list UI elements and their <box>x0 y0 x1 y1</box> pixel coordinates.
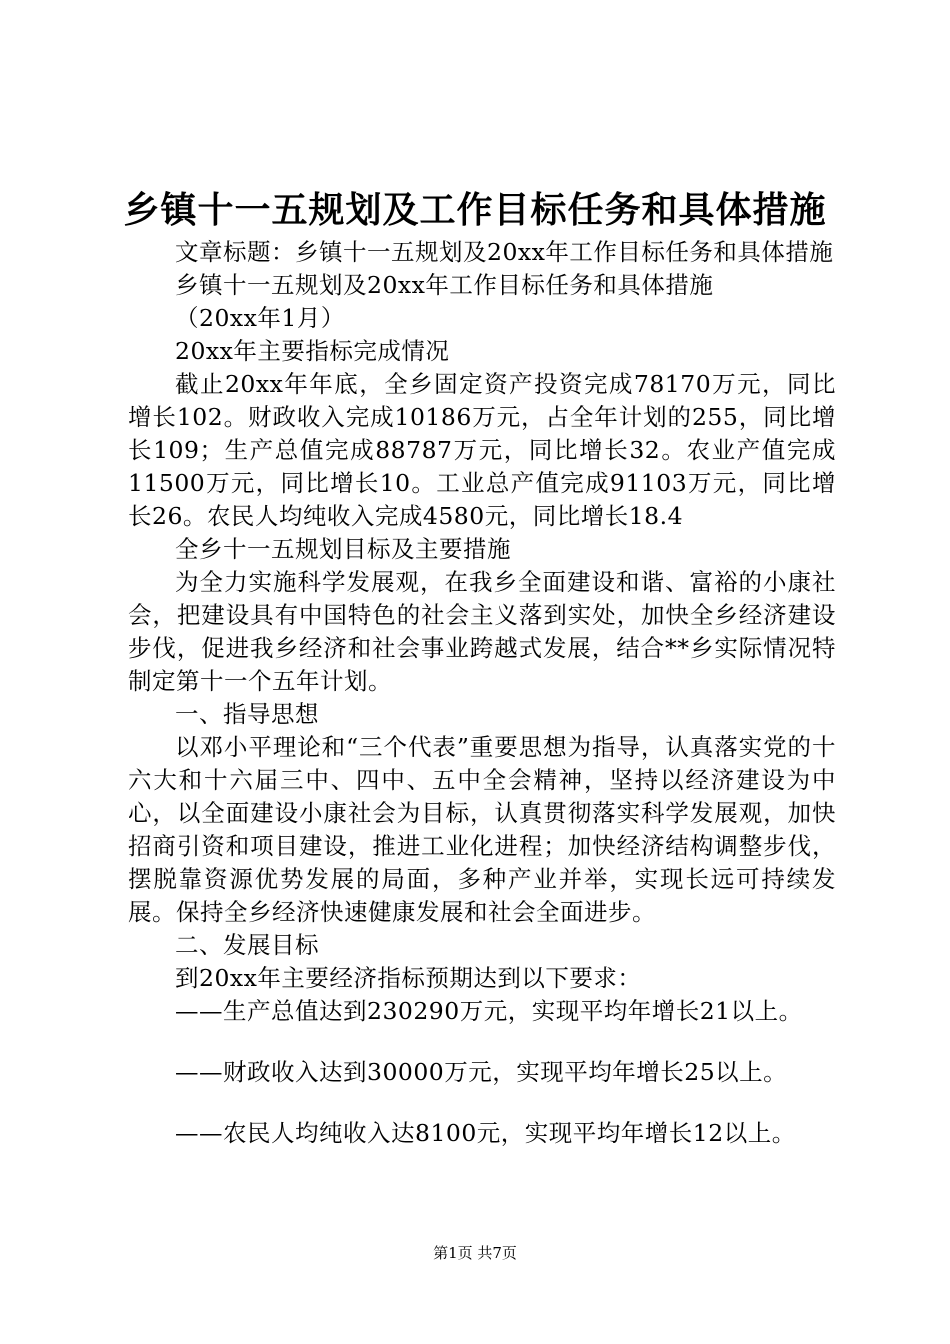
page-footer: 第1页 共7页 <box>433 1244 517 1262</box>
section-heading: 二、发展目标 <box>175 931 319 959</box>
target-item: ——财政收入达到30000万元，实现平均年增长25以上。 <box>175 1058 788 1086</box>
paragraph: 文章标题：乡镇十一五规划及20xx年工作目标任务和具体措施 <box>175 238 834 266</box>
paragraph: 以邓小平理论和“三个代表”重要思想为指导，认真落实党的十六大和十六届三中、四中、五中全会精神，坚持以经济建设为中心，以全面建设小康社会为目标，认真贯彻落实科学发展观，加快招商引资和项目建设，推进工业化进程；加快经济结构调整步伐，摆脱靠资源优势发展的局面，多种产业并举，实现长远可持续发展。保持全乡经济快速健康发展和社会全面进步。 <box>128 733 836 926</box>
paragraph: 截止20xx年年底，全乡固定资产投资完成78170万元，同比增长102。财政收入完成10186万元，占全年计划的255，同比增长109；生产总值完成88787万元，同比增长32。农业产值完成11500万元，同比增长10。工业总产值完成91103万元，同比增长26。农民人均纯收入完成4580元，同比增长18.4 <box>128 370 836 530</box>
document-body <box>128 236 836 1150</box>
document-title: 乡镇十一五规划及工作目标任务和具体措施 <box>123 189 827 231</box>
target-item: ——农民人均纯收入达8100元，实现平均年增长12以上。 <box>175 1119 796 1147</box>
paragraph: （20xx年1月） <box>175 304 345 332</box>
section-heading: 一、指导思想 <box>175 700 319 728</box>
paragraph: 乡镇十一五规划及20xx年工作目标任务和具体措施 <box>175 271 714 299</box>
paragraph: 为全力实施科学发展观，在我乡全面建设和谐、富裕的小康社会，把建设具有中国特色的社会主义落到实处，加快全乡经济建设步伐，促进我乡经济和社会事业跨越式发展，结合**乡实际情况特制定第十一个五年计划。 <box>128 568 836 695</box>
section-heading: 20xx年主要指标完成情况 <box>175 337 450 365</box>
section-heading: 全乡十一五规划目标及主要措施 <box>175 535 511 563</box>
target-item: ——生产总值达到230290万元，实现平均年增长21以上。 <box>175 997 803 1025</box>
paragraph: 到20xx年主要经济指标预期达到以下要求： <box>175 964 642 992</box>
